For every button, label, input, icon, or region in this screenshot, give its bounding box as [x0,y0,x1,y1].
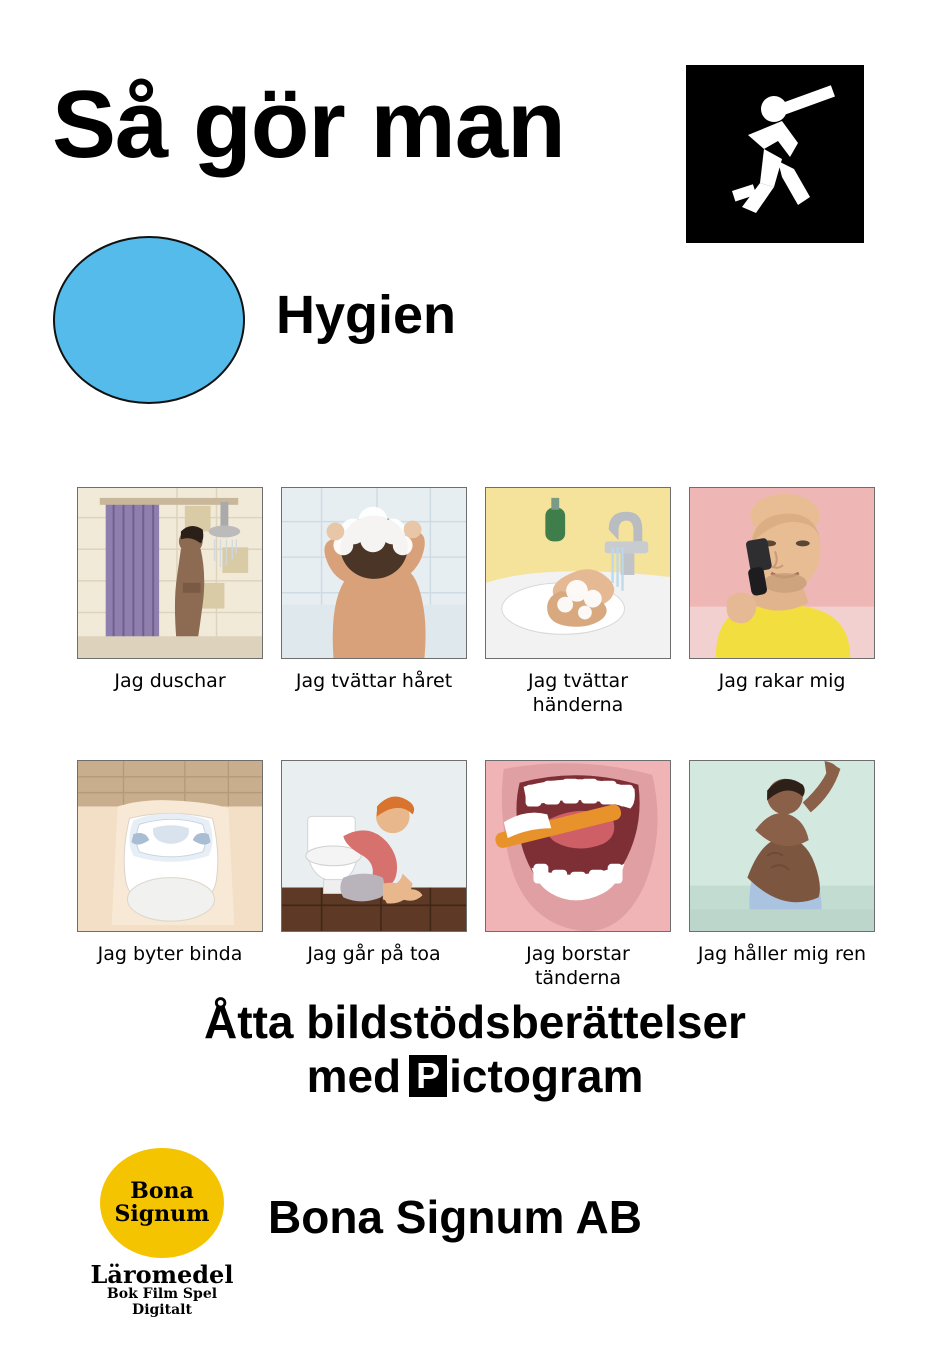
list-item[interactable] [476,760,680,991]
shaving-illustration [689,487,875,659]
subtitle-line-2-before: med [306,1050,402,1103]
list-item-caption: Jag borstar tänderna [526,942,630,989]
bona-signum-logo [88,1148,236,1318]
bona-signum-logo-sub1: Läromedel [90,1260,234,1289]
list-item[interactable] [68,760,272,991]
subtitle-line-1: Åtta bildstödsberättelser [204,996,746,1048]
pictogram-p-badge: P [409,1055,447,1097]
pictogram-running-person-icon [686,65,864,243]
shower-illustration [77,487,263,659]
list-item[interactable] [680,760,884,991]
publisher-row [0,1148,950,1318]
grid-row [68,487,884,718]
deodorant-illustration [689,760,875,932]
subtitle-line-2 [0,1049,950,1103]
list-item-caption: Jag tvättar håret [295,670,453,692]
list-item[interactable] [680,487,884,718]
list-item-caption: Jag tvättar händerna [527,670,629,717]
page-title: Så gör man [52,71,565,178]
grid-row [68,760,884,991]
list-item-caption: Jag håller mig ren [697,942,867,965]
list-item-caption: Jag går på toa [307,942,441,965]
list-item[interactable] [68,487,272,718]
list-item-caption: Jag rakar mig [718,670,846,692]
publisher-name: Bona Signum AB [268,1191,642,1243]
story-image-grid [68,487,884,1000]
bona-signum-logo-sub2: Bok Film Spel Digitalt [106,1286,218,1318]
tooth-brushing-illustration [485,760,671,932]
bona-signum-logo-line1: Bona [130,1177,194,1204]
category-label: Hygien [276,285,457,345]
list-item-caption: Jag byter binda [97,942,243,965]
bona-signum-logo-line2: Signum [114,1201,210,1227]
list-item-caption: Jag duschar [114,670,226,692]
category-row [0,232,950,412]
list-item[interactable] [272,760,476,991]
bona-signum-logo-circle [100,1148,224,1258]
subtitle-block [0,995,950,1104]
toilet-illustration [281,760,467,932]
sanitary-pad-illustration [77,760,263,932]
category-color-dot [53,236,245,404]
list-item[interactable] [272,487,476,718]
hand-washing-illustration [485,487,671,659]
subtitle-line-2-after: ictogram [449,1050,644,1103]
hair-washing-illustration [281,487,467,659]
list-item[interactable] [476,487,680,718]
